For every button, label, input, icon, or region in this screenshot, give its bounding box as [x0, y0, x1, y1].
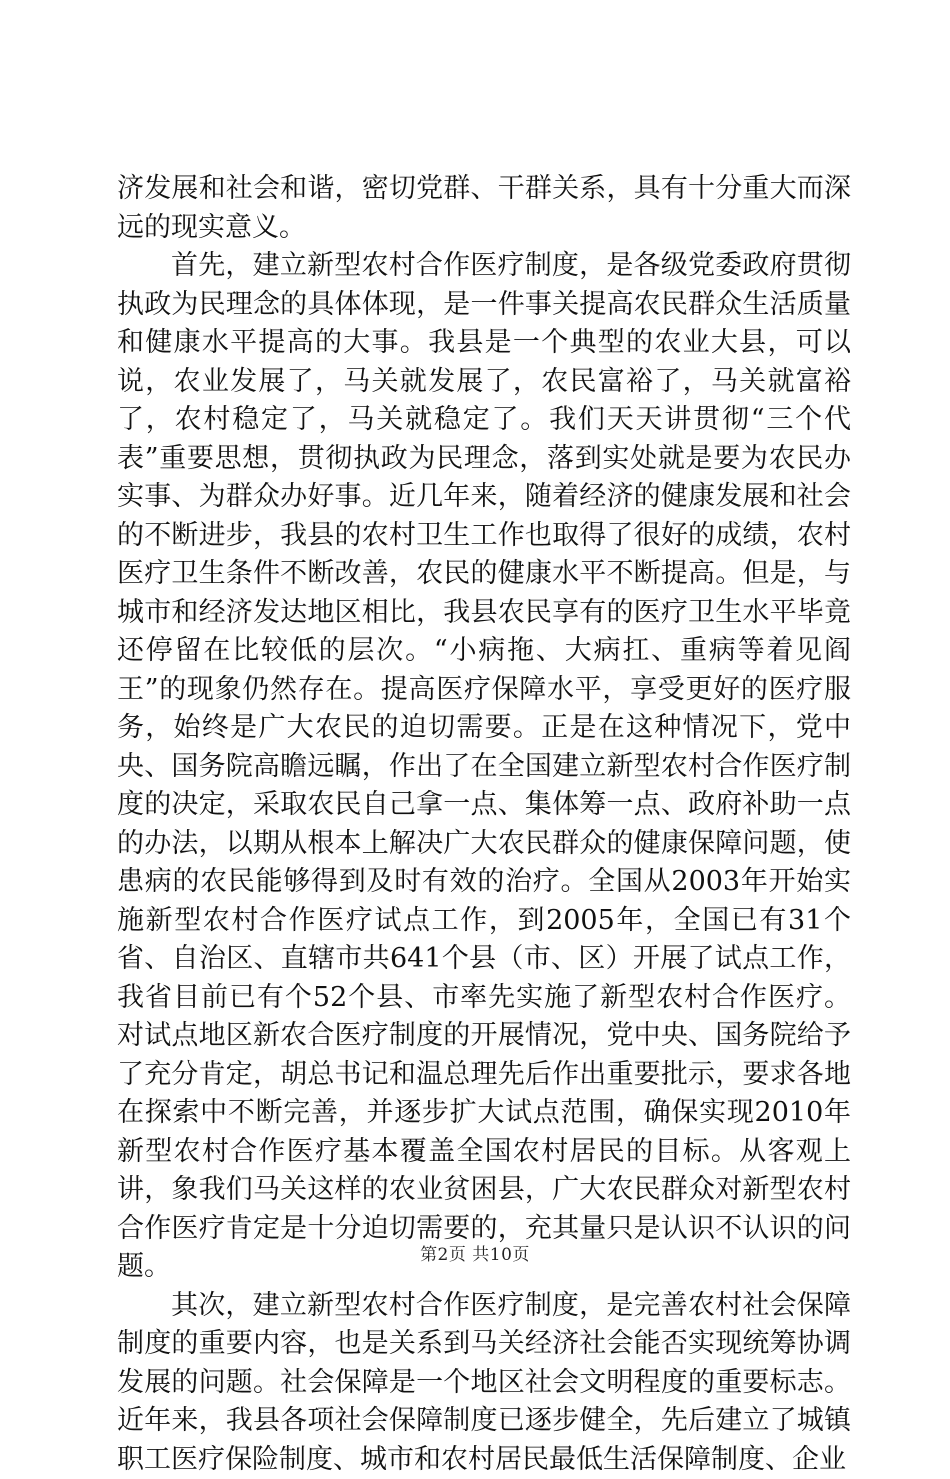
- document-body: [117, 170, 851, 1479]
- paragraph-2: 首先，建立新型农村合作医疗制度，是各级党委政府贯彻执政为民理念的具体体现，是一件事关提高农民群众生活质量和健康水平提高的大事。我县是一个典型的农业大县，可以说，农业发展了，马关就发展了，农民富裕了，马关就富裕了，农村稳定了，马关就稳定了。我们天天讲贯彻“三个代表”重要思想，贯彻执政为民理念，落到实处就是要为农民办实事、为群众办好事。近几年来，随着经济的健康发展和社会的不断进步，我县的农村卫生工作也取得了很好的成绩，农村医疗卫生条件不断改善，农民的健康水平不断提高。但是，与城市和经济发达地区相比，我县农民享有的医疗卫生水平毕竟还停留在比较低的层次。“小病拖、大病扛、重病等着见阎王”的现象仍然存在。提高医疗保障水平，享受更好的医疗服务，始终是广大农民的迫切需要。正是在这种情况下，党中央、国务院高瞻远瞩，作出了在全国建立新型农村合作医疗制度的决定，采取农民自己拿一点、集体筹一点、政府补助一点的办法，以期从根本上解决广大农民群众的健康保障问题，使患病的农民能够得到及时有效的治疗。全国从2003年开始实施新型农村合作医疗试点工作，到2005年，全国已有31个省、自治区、直辖市共641个县（市、区）开展了试点工作，我省目前已有个52个县、市率先实施了新型农村合作医疗。对试点地区新农合医疗制度的开展情况，党中央、国务院给予了充分肯定，胡总书记和温总理先后作出重要批示，要求各地在探索中不断完善，并逐步扩大试点范围，确保实现2010年新型农村合作医疗基本覆盖全国农村居民的目标。从客观上讲，象我们马关这样的农业贫困县，广大农民群众对新型农村合作医疗肯定是十分迫切需要的，充其量只是认识不认识的问题。: [117, 247, 851, 1287]
- paragraph-3: 其次，建立新型农村合作医疗制度，是完善农村社会保障制度的重要内容，也是关系到马关经济社会能否实现统筹协调发展的问题。社会保障是一个地区社会文明程度的重要标志。近年来，我县各项社会保障制度已逐步健全，先后建立了城镇职工医疗保险制度、城市和农村居民最低生活保障制度、企业: [117, 1287, 851, 1479]
- paragraph-1: 济发展和社会和谐，密切党群、干群关系，具有十分重大而深远的现实意义。: [117, 170, 851, 247]
- page-footer: 第2页 共10页: [0, 1240, 950, 1265]
